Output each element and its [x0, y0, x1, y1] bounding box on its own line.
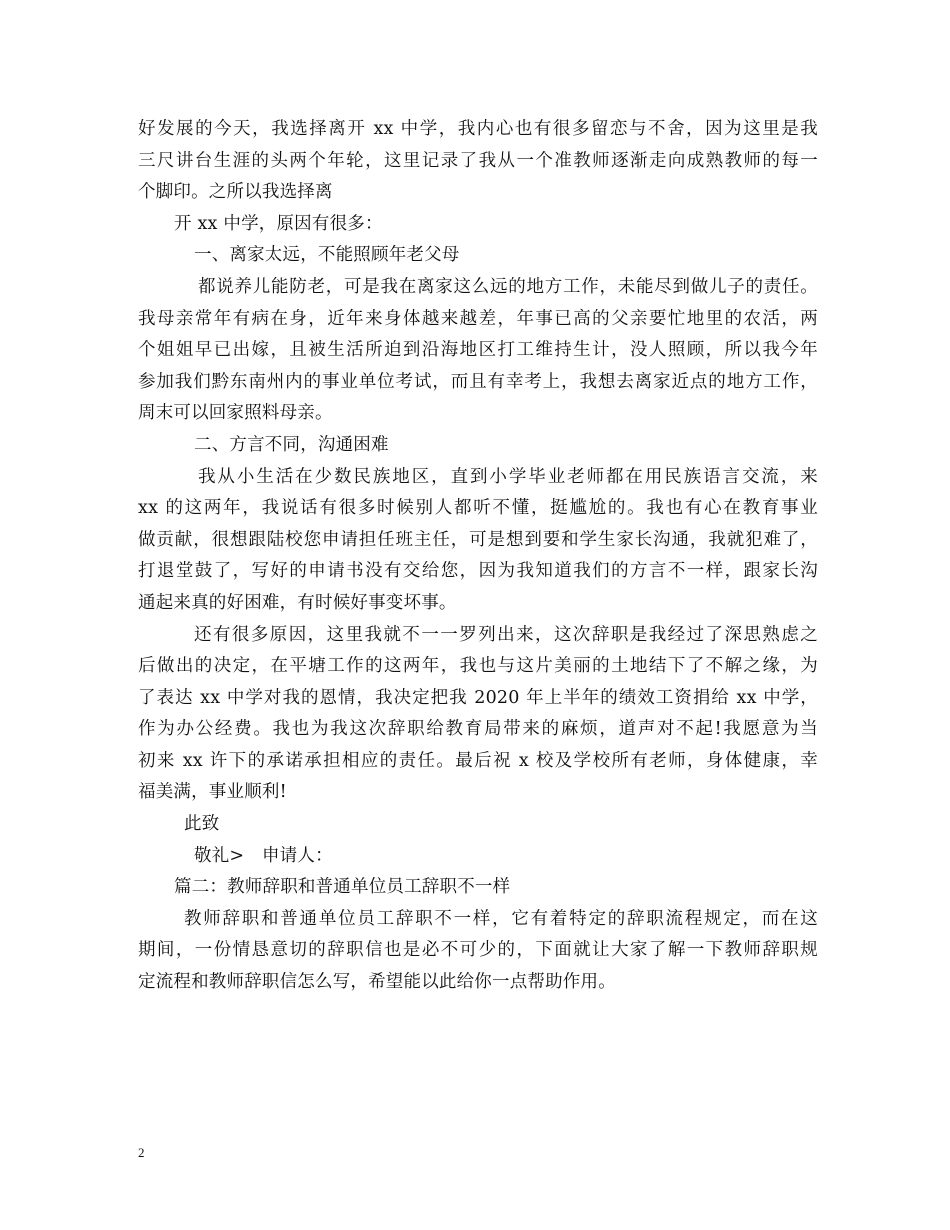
- text-line-26: 教师辞职和普通单位员工辞职不一样，它有着特定的辞职流程规定，而在这: [184, 908, 818, 929]
- text-line-12: 我从小生活在少数民族地区，直到小学毕业老师都在用民族语言交流，来: [198, 466, 818, 487]
- text-line-7: 我母亲常年有病在身，近年来身体越来越差，年事已高的父亲要忙地里的农活，两: [138, 308, 818, 329]
- text-line-27: 期间，一份情恳意切的辞职信也是必不可少的，下面就让大家了解一下教师辞职规: [138, 940, 818, 961]
- page-number: 2: [138, 1145, 145, 1160]
- section-title-part-two: 篇二：教师辞职和普通单位员工辞职不一样: [174, 877, 511, 898]
- text-line-28: 定流程和教师辞职信怎么写，希望能以此给你一点帮助作用。: [138, 972, 616, 993]
- text-line-3: 个脚印。之所以我选择离: [138, 182, 333, 203]
- text-line-10: 周末可以回家照料母亲。: [138, 403, 333, 424]
- closing-salutation: 此致: [184, 814, 220, 835]
- text-line-6: 都说养儿能防老，可是我在离家这么远的地方工作，未能尽到做儿子的责任。: [198, 276, 818, 297]
- text-line-22: 福美满，事业顺利!: [138, 782, 287, 803]
- text-line-14: 做贡献，很想跟陆校您申请担任班主任，可是想到要和学生家长沟通，我就犯难了，: [138, 529, 818, 550]
- text-line-18: 后做出的决定，在平塘工作的这两年，我也与这片美丽的土地结下了不解之缘，为: [138, 656, 818, 677]
- text-line-1: 好发展的今天，我选择离开 xx 中学，我内心也有很多留恋与不舍，因为这里是我: [138, 119, 818, 139]
- body-text: [138, 114, 818, 999]
- text-line-8: 个姐姐早已出嫁，且被生活所迫到沿海地区打工维持生计，没人照顾，所以我今年: [138, 340, 818, 361]
- text-line-21: 初来 xx 许下的承诺承担相应的责任。最后祝 x 校及学校所有老师，身体健康，幸: [138, 750, 818, 771]
- text-line-16: 通起来真的好困难，有时候好事变坏事。: [138, 592, 457, 613]
- text-line-13: xx 的这两年，我说话有很多时候别人都听不懂，挺尴尬的。我也有心在教育事业: [138, 498, 818, 519]
- text-line-17: 还有很多原因，这里我就不一一罗列出来，这次辞职是我经过了深思熟虑之: [194, 624, 818, 645]
- text-line-2: 三尺讲台生涯的头两个年轮，这里记录了我从一个准教师逐渐走向成熟教师的每一: [138, 150, 818, 171]
- section-heading-2: 二、方言不同，沟通困难: [194, 434, 389, 455]
- section-heading-1: 一、离家太远，不能照顾年老父母: [194, 245, 460, 266]
- closing-regards-applicant: 敬礼> 申请人：: [194, 845, 333, 866]
- text-line-19: 了表达 xx 中学对我的恩情，我决定把我 2020 年上半年的绩效工资捐给 xx 中学，: [138, 687, 818, 708]
- text-line-4: 开 xx 中学，原因有很多：: [174, 213, 383, 234]
- text-line-20: 作为办公经费。我也为我这次辞职给教育局带来的麻烦，道声对不起!我愿意为当: [138, 719, 818, 740]
- text-line-9: 参加我们黔东南州内的事业单位考试，而且有幸考上，我想去离家近点的地方工作，: [138, 371, 818, 392]
- text-line-15: 打退堂鼓了，写好的申请书没有交给您，因为我知道我们的方言不一样，跟家长沟: [138, 561, 818, 582]
